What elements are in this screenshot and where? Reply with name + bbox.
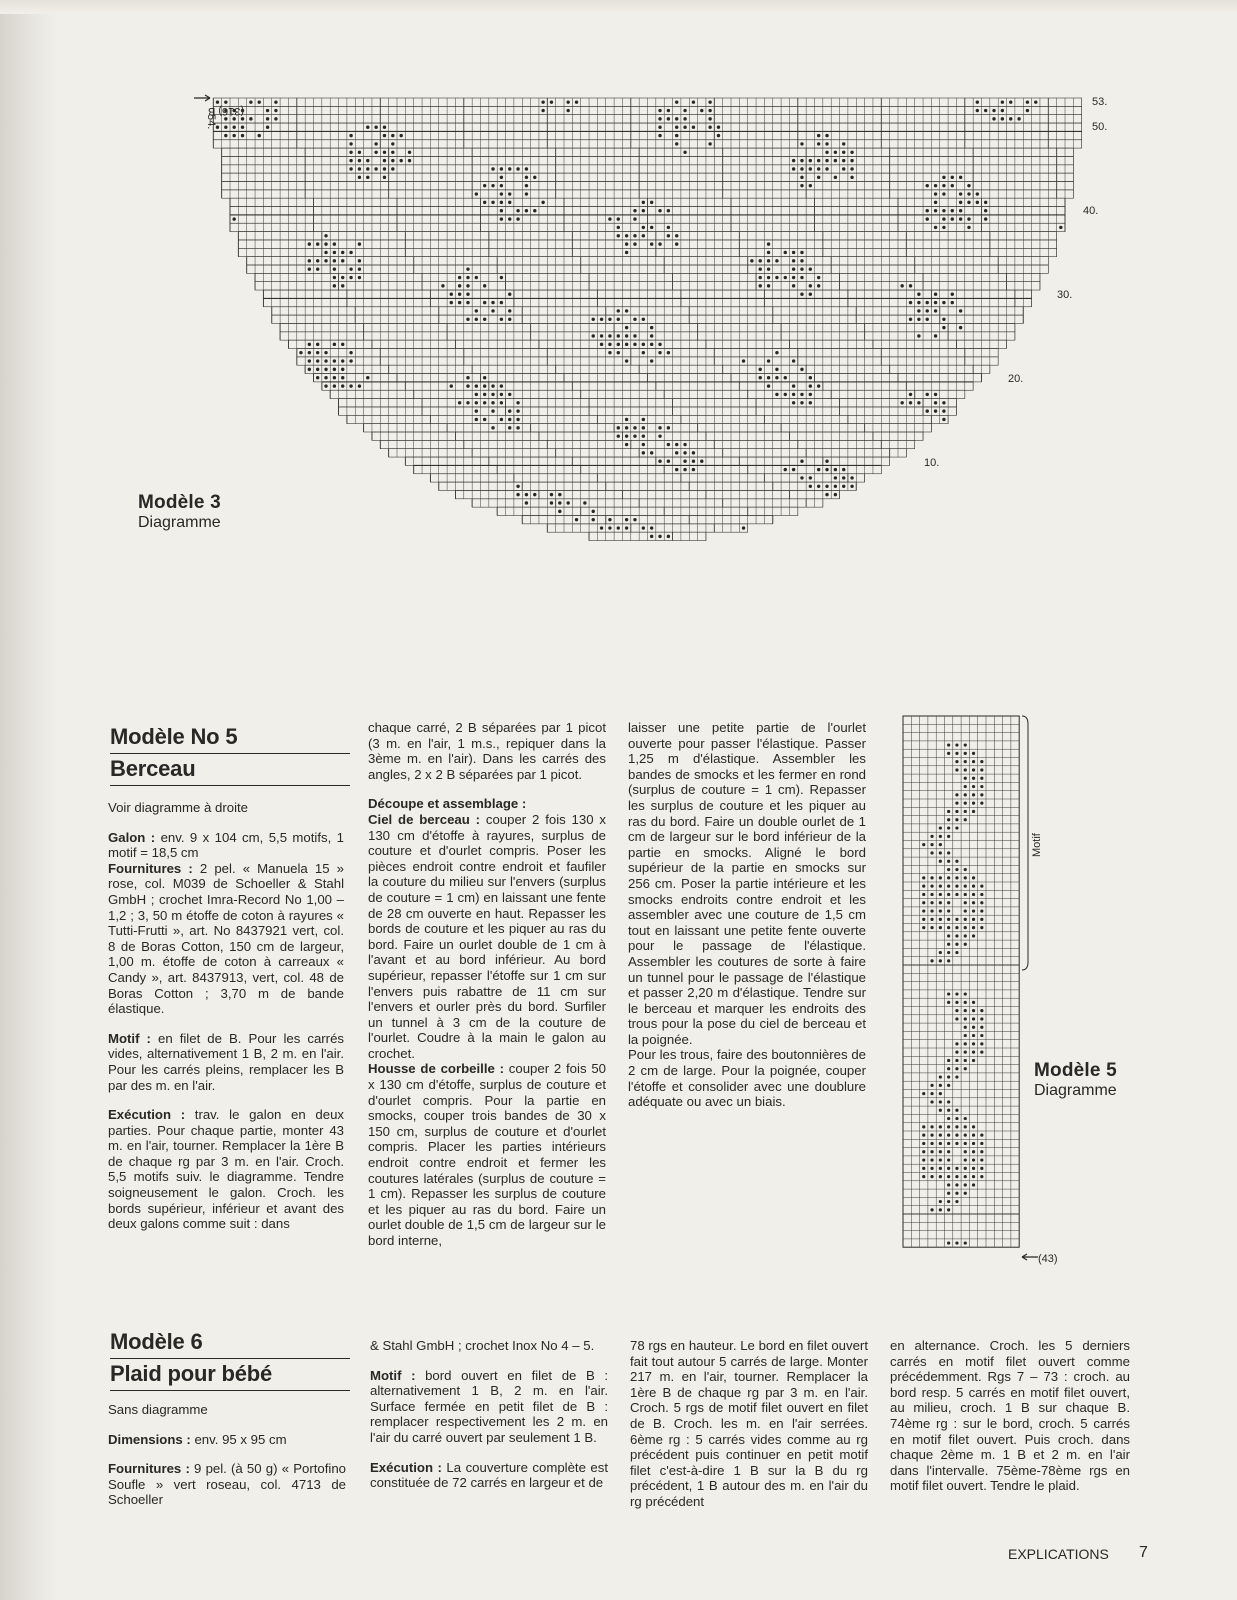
model5-grid [903, 716, 1019, 1247]
model3-filet-chart [180, 92, 1120, 548]
model3-subtitle: Diagramme [138, 514, 221, 531]
model6-intro: Sans diagramme [108, 1402, 208, 1417]
row-label-50: 50. [1092, 121, 1108, 133]
model5-title: Modèle No 5 [110, 722, 350, 754]
page-top-edge [0, 0, 1237, 14]
model6-paragraph: Exécution : La couverture complète est constituée de 72 carrés en largeur et de [370, 1459, 609, 1491]
model6-paragraph: 78 rgs en hauteur. Le bord en filet ouvert fait tout autour 5 carrés de large. Monter 217 m. en l'air, tourner. Remplacer la 1ère B de chaque rg par 3 m. en l'air. Croch. 5 rgs de motif filet ouvert en filet de B. Croch. les m. en l'air serrées. 6ème rg : 5 carrés vides comme au rg précédent puis continuer en petit motif filet c'est-à-dire 1 B sur la B du rg précédent, 1 B autour des m. en l'air du rg précédent [630, 1338, 868, 1509]
model5-chart-title: Modèle 5 [1034, 1060, 1117, 1081]
model6-paragraph: Fournitures : 9 pel. (à 50 g) « Portofino Soufle » vert roseau, col. 4713 de Schoeller [108, 1461, 347, 1508]
model6-paragraph: en alternance. Croch. les 5 derniers carrés en motif filet ouvert comme précédemment. Rgs 7 – 73 : croch. au bord resp. 5 carrés en motif filet ouvert, au milieu, croch. 1 B sur chaque B. 74ème rg : sur le bord, croch. 5 carrés en motif filet ouvert. Puis croch. dans chaque 2ème m. 1 B et 2 m. en l'air dans l'intervalle. 75ème-78ème rgs en motif filet ouvert. Tendre le plaid. [890, 1338, 1130, 1494]
row-label-53: 53. [1092, 96, 1108, 108]
motif-label: Motif [1031, 833, 1043, 857]
model6-column-4 [890, 1338, 1130, 1508]
model6-paragraph: Dimensions : env. 95 x 95 cm [108, 1431, 287, 1447]
model5-paragraph: Motif : en filet de B. Pour les carrés vides, alternativement 1 B, 2 m. en l'air. Pour les carrés pleins, remplacer les B par des m. en l'air. [108, 1030, 344, 1093]
footer-label: EXPLICATIONS [1008, 1546, 1109, 1562]
model5-paragraph: Découpe et assemblage : Ciel de berceau : couper 2 fois 130 x 130 cm d'étoffe à rayures, surplus de couture et d'ourlet compris. Poser les pièces endroit contre endroit et faufiler la couture du milieu sur l'envers (surplus de couture = 1 cm) en laissant une fente de 28 cm ouverte en haut. Repasser les bords de couture et les piquer au ras du bord. Faire un ourlet double de 1 cm à l'avant et au bord inférieur. Au bord supérieur, repasser l'étoffe sur 1 cm sur l'envers puis rabattre de 11 cm sur l'envers et ourler près du bord. Surfiler un tunnel à 3 cm de la couture de l'ourlet. Coudre à la main le galon au crochet. Housse de corbeille : couper 2 fois 50 x 130 cm d'étoffe, surplus de couture et d'ourlet compris. Pour la partie en smocks, couper trois bandes de 30 x 150 cm, surplus de couture et d'ourlet compris. Placer les parties intérieurs endroit contre endroit et fermer les coutures latérales (surplus de couture = 1 cm). Repasser les surplus de couture et les piquer au ras du bord. Faire un ourlet double de 1,5 cm de largeur sur le bord interne, [368, 796, 606, 1248]
model5-column-2 [368, 720, 606, 1249]
chart5-start-arrow [1022, 1254, 1038, 1260]
row-label-40: 40. [1083, 205, 1099, 217]
model5-column-3 [628, 720, 866, 1110]
page-gutter [0, 0, 58, 1600]
chart3-start-label: (316) B [208, 105, 245, 117]
model5-paragraph: Exécution : trav. le galon en deux parties. Pour chaque partie, monter 43 m. en l'air, tourner. Remplacer la 1ère B de chaque rg par 3 m. en l'air. Croch. 5,5 motifs suiv. le diagramme. Tendre soigneusement le galon. Croch. les bords supérieur, inférieur et avant des deux galons comme suit : dans [108, 1107, 344, 1232]
model6-column-1 [108, 1402, 346, 1522]
model6-column-3 [630, 1338, 868, 1524]
model6-heading [110, 1327, 350, 1391]
row-label-20: 20. [1008, 373, 1024, 385]
model5-paragraph: laisser une petite partie de l'ourlet ouverte pour passer l'élastique. Passer 1,25 m d'élastique. Assembler les bandes de smocks et les fermer en rond (surplus de couture = 1 cm). Repasser les surplus de couture et les piquer au ras du bord. Faire un double ourlet de 1 cm de largeur sur le bord inférieur de la partie en smocks. Aligné le bord supérieur de la partie en smocks sur 256 cm. Poser la partie intérieure et les smocks endroits contre endroit et les assembler avec une couture de 1,5 cm tout en laissant une petite fente ouverte pour le passage de l'élastique. Assembler les coutures de sorte à faire un tunnel pour le passage de l'élastique et passer 2,20 m d'élastique. Tendre sur le berceau et marquer les endroits des trous pour la pose du ciel de berceau et la poignée. Pour les trous, faire des boutonnières de 2 cm de large. Pour la poignée, couper l'étoffe et consolider avec une doublure adéquate ou avec un biais. [628, 720, 866, 1110]
chart3-start-row: 54. [205, 114, 217, 130]
model6-column-2 [370, 1338, 608, 1505]
row-label-30: 30. [1057, 289, 1073, 301]
model3-caption [138, 492, 221, 532]
page-number: 7 [1139, 1544, 1148, 1561]
model6-title: Modèle 6 [110, 1327, 350, 1359]
model3-grid [213, 98, 1081, 541]
model5-paragraph: chaque carré, 2 B séparées par 1 picot (3 m. en l'air, 1 m.s., repiquer dans la 3ème m. en l'air). Dans les carrés des angles, 2 x 2 B séparées par 1 picot. [368, 720, 606, 782]
model5-column-1 [108, 800, 344, 1246]
model5-chart-subtitle: Diagramme [1034, 1082, 1117, 1099]
chart3-start-arrow [194, 95, 210, 101]
model5-intro: Voir diagramme à droite [108, 800, 249, 815]
model3-title: Modèle 3 [138, 492, 221, 513]
model6-paragraph: Motif : bord ouvert en filet de B : alternativement 1 B, 2 m. en l'air. Surface fermée en petit filet de B : remplacer respectivement les 2 m. en l'air du carré ouvert par seulement 1 B. [370, 1367, 609, 1445]
model5-caption [1034, 1060, 1117, 1100]
model5-filet-chart [900, 712, 1080, 1282]
chart5-start-label: (43) [1038, 1253, 1058, 1265]
row-label-10: 10. [924, 457, 940, 469]
model5-subtitle: Berceau [110, 754, 350, 786]
model5-heading [110, 722, 350, 786]
model6-paragraph: & Stahl GmbH ; crochet Inox No 4 – 5. [370, 1338, 595, 1353]
motif-bracket [1022, 716, 1028, 970]
model5-paragraph: Galon : env. 9 x 104 cm, 5,5 motifs, 1 motif = 18,5 cm Fournitures : 2 pel. « Manuela 15 » rose, col. M039 de Schoeller & Stahl GmbH ; crochet Imra-Record No 1,00 – 1,2 ; 3, 50 m étoffe de coton à rayures « Tutti-Frutti », art. No 8437921 vert, col. 8 de Boras Cotton, 150 cm de largeur, 1,00 m. étoffe de coton à carreaux « Candy », art. 8437913, vert, col. 48 de Boras Cotton ; 3,70 m de bande élastique. [108, 829, 344, 1017]
model6-subtitle: Plaid pour bébé [110, 1359, 350, 1391]
